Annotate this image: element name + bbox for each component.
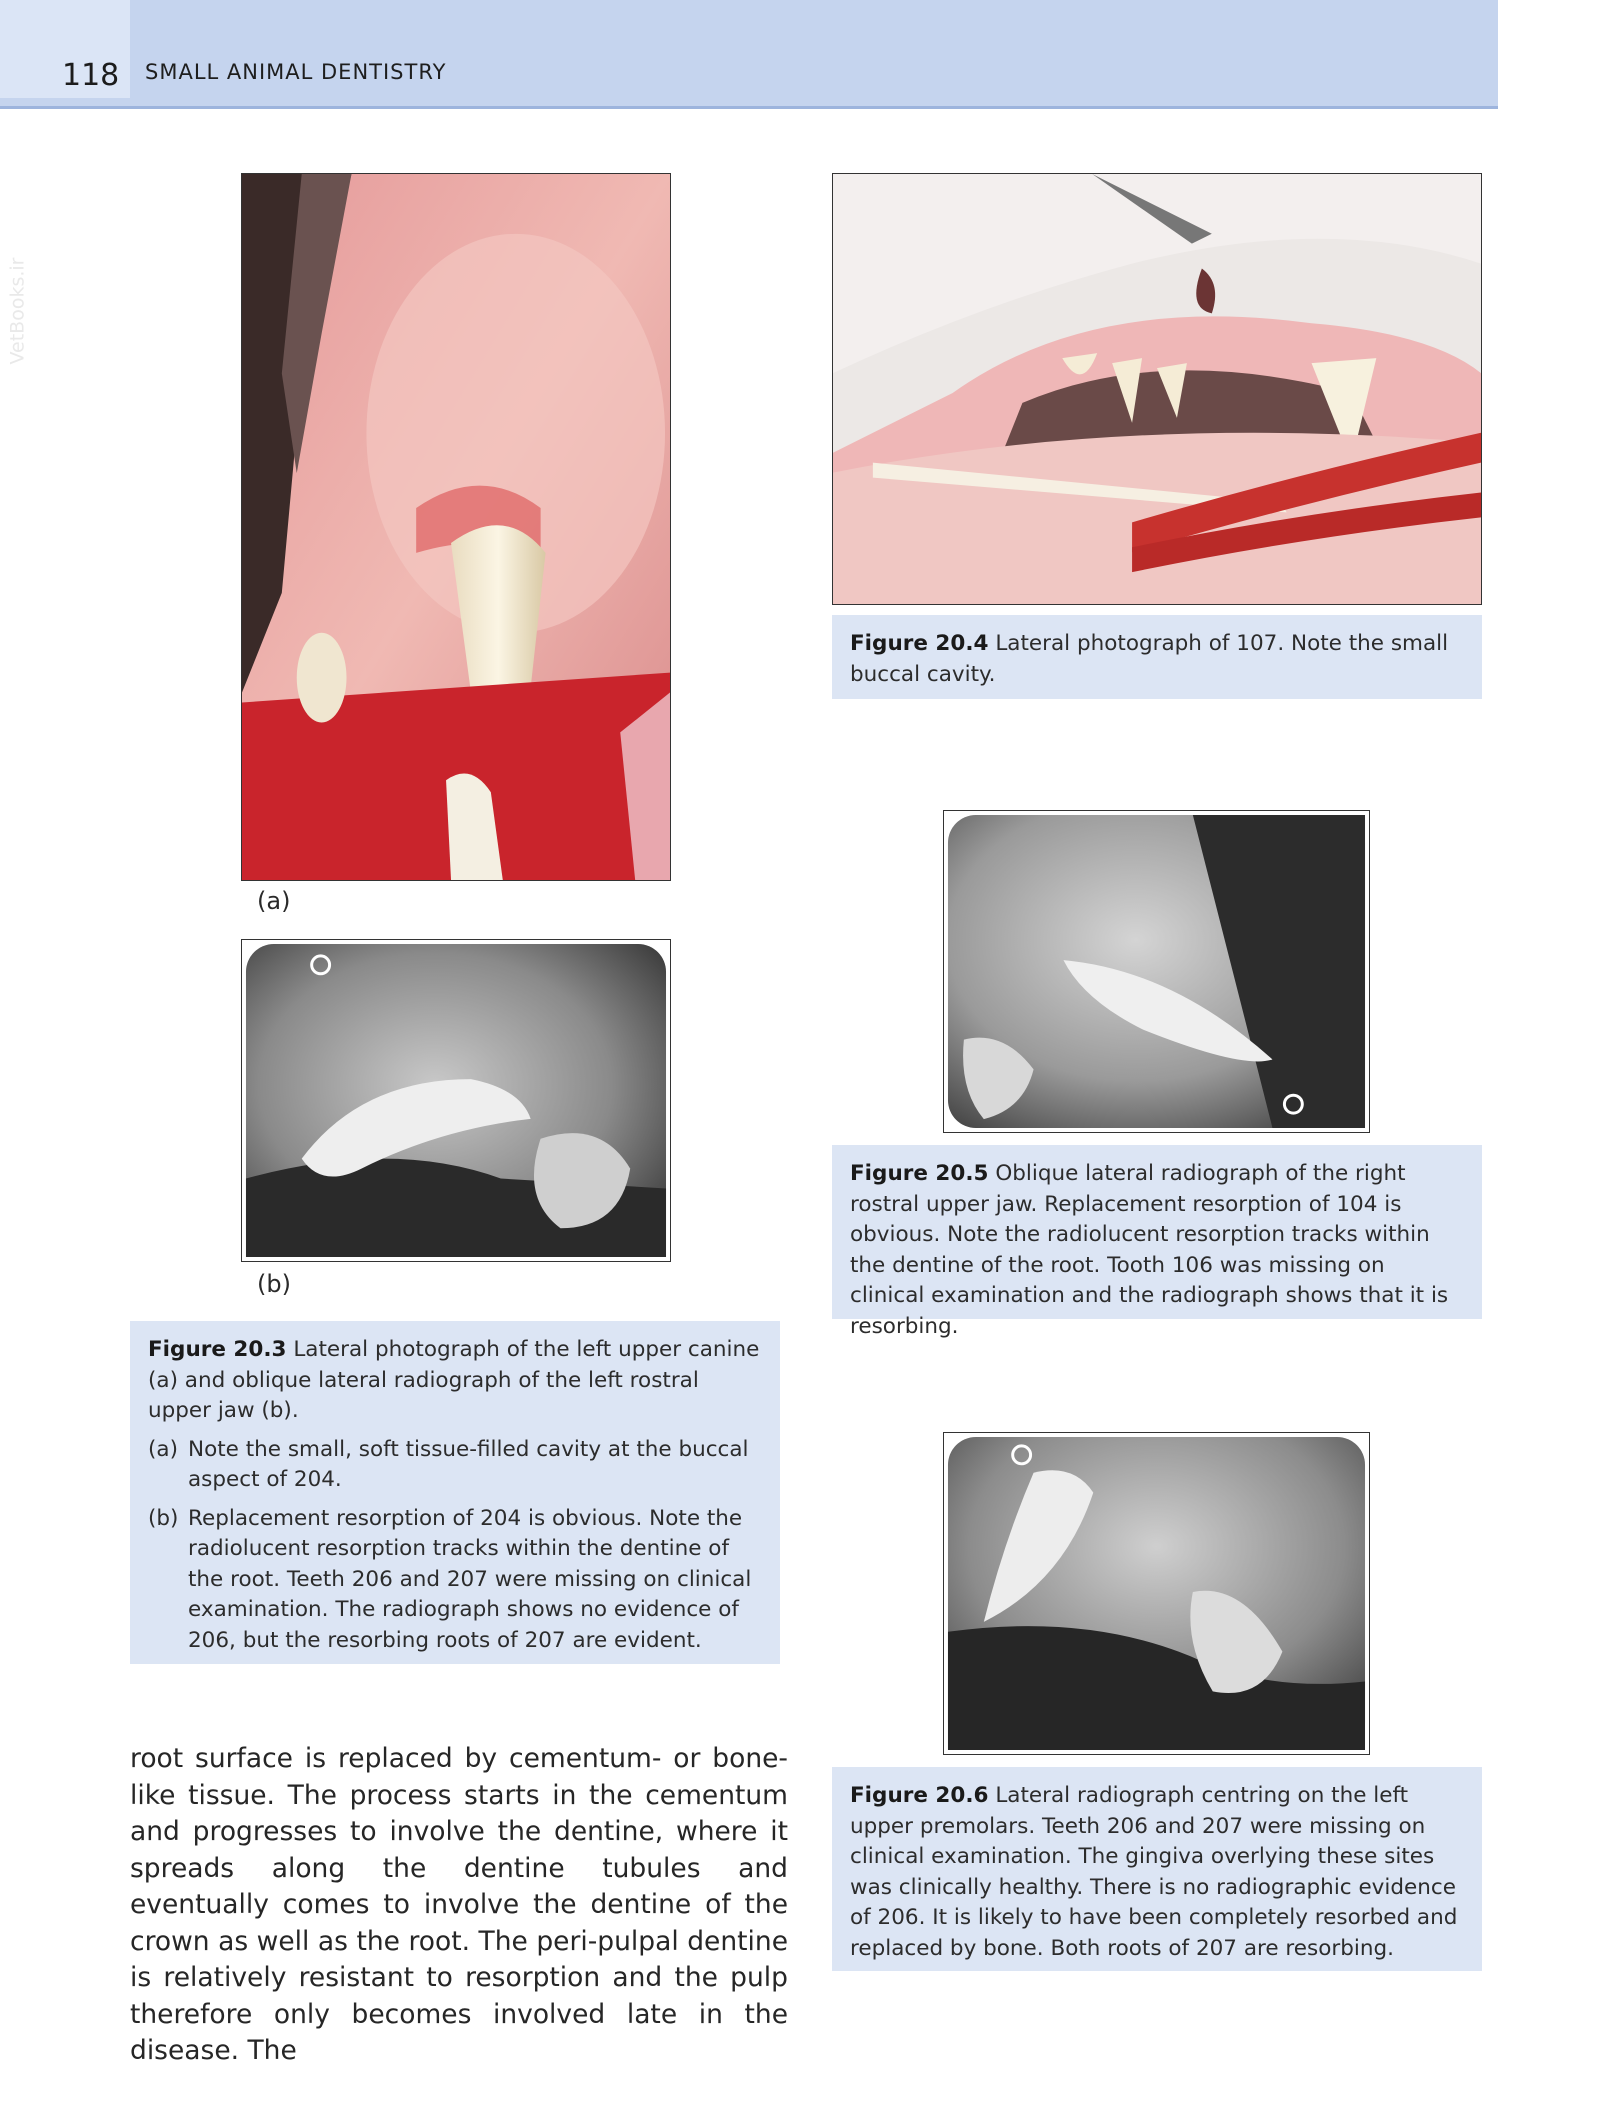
figure-20-3a-label: (a) — [257, 887, 291, 915]
figure-20-3b-radiograph — [241, 939, 671, 1262]
caption-figure-20-4-text: Lateral photograph of 107. Note the small buccal cavity. — [850, 631, 1449, 687]
caption-figure-20-6-text: Lateral radiograph centring on the left upper premolars. Teeth 206 and 207 were missing on clinical examination. The gingiva overlying these sites was clinically healthy. There is no radiographic evidence of 206. It is likely to have been completely resorbed and replaced by bone. Both roots of 207 are resorbing. — [850, 1783, 1458, 1961]
caption-figure-20-5-text: Oblique lateral radiograph of the right rostral upper jaw. Replacement resorption of 104 is obvious. Note the radiolucent resorption tracks within the dentine of the root. Tooth 106 was missing on clinical examination and the radiograph shows that it is resorbing. — [850, 1161, 1449, 1339]
header-band — [0, 0, 1498, 109]
caption-figure-20-3-intro: Figure 20.3 Lateral photograph of the left upper canine (a) and oblique lateral radiograph of the left rostral upper jaw (b). — [148, 1337, 760, 1423]
page-number: 118 — [62, 58, 120, 93]
watermark: VetBooks.ir — [6, 257, 29, 365]
caption-figure-20-6 — [832, 1767, 1482, 1971]
caption-item-a: (a) Note the small, soft tissue-filled cavity at the buccal aspect of 204. — [148, 1436, 749, 1492]
figure-20-4-photo — [832, 173, 1482, 605]
caption-figure-20-4 — [832, 615, 1482, 699]
figure-20-3b-label: (b) — [257, 1270, 291, 1298]
caption-figure-20-6-number: Figure 20.6 — [850, 1783, 989, 1808]
caption-item-b: (b) Replacement resorption of 204 is obvious. Note the radiolucent resorption tracks within the dentine of the root. Teeth 206 and 207 were missing on clinical examination. The radiograph shows no evidence of 206, but the resorbing roots of 207 are evident. — [148, 1505, 752, 1653]
body-text-paragraph: root surface is replaced by cementum- or bone-like tissue. The process starts in the cementum and progresses to involve the dentine, where it spreads along the dentine tubules and eventually comes to involve the dentine of the crown as well as the root. The peri-pulpal dentine is relatively resistant to resorption and the pulp therefore only becomes involved late in the disease. The — [130, 1743, 788, 2066]
caption-figure-20-5 — [832, 1145, 1482, 1339]
figure-20-5-radiograph — [943, 810, 1370, 1133]
figure-20-3a-photo — [241, 173, 671, 881]
running-head: SMALL ANIMAL DENTISTRY — [145, 60, 447, 84]
figure-20-6-radiograph — [943, 1432, 1370, 1755]
caption-figure-20-5-number: Figure 20.5 — [850, 1161, 989, 1186]
caption-figure-20-3 — [130, 1321, 780, 1664]
caption-figure-20-4-number: Figure 20.4 — [850, 631, 989, 656]
